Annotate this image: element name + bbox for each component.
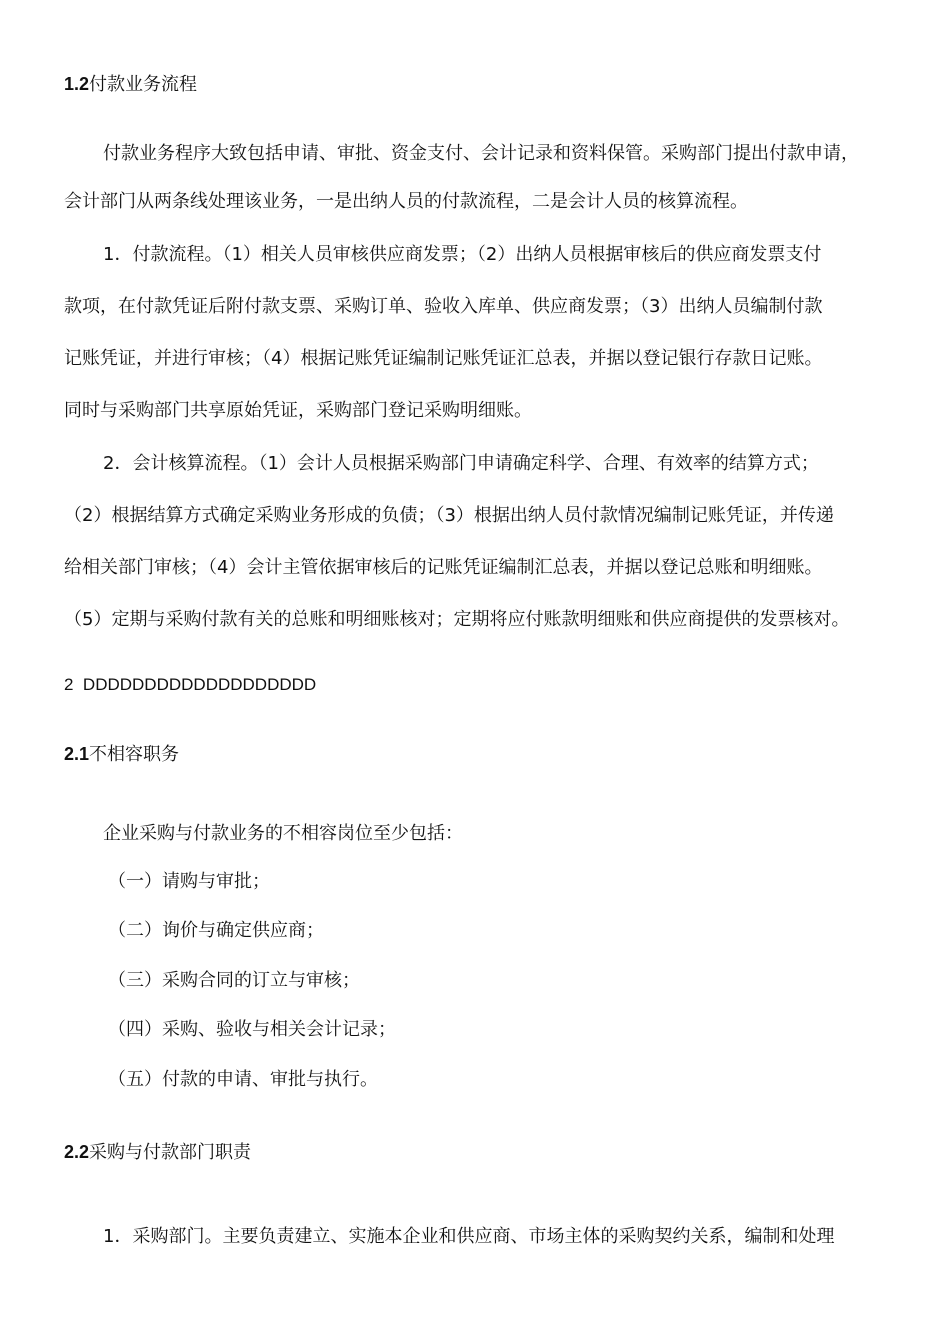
paragraph-line: 记账凭证，并进行审核；（4）根据记账凭证编制记账凭证汇总表，并据以登记银行存款日记账。: [64, 348, 823, 369]
section-title: 付款业务流程: [89, 74, 198, 95]
section-number: 2.2: [64, 1142, 90, 1162]
list-item: （三）采购合同的订立与审核；: [108, 970, 360, 991]
list-item: （五）付款的申请、审批与执行。: [108, 1069, 378, 1090]
section-number: 2: [64, 675, 74, 694]
section-title: 不相容职务: [89, 744, 180, 765]
section-number: 2.1: [64, 744, 90, 764]
section-heading-2: [64, 673, 316, 697]
list-item: （一）请购与审批；: [108, 871, 270, 892]
paragraph-line: （5）定期与采购付款有关的总账和明细账核对；定期将应付账款明细账和供应商提供的发票核对。: [64, 609, 850, 630]
paragraph-line: 给相关部门审核；（4）会计主管依据审核后的记账凭证编制汇总表，并据以登记总账和明细账。: [64, 557, 823, 578]
paragraph-line: 2．会计核算流程。（1）会计人员根据采购部门申请确定科学、合理、有效率的结算方式；: [103, 453, 819, 474]
section-heading-2-2: [64, 1140, 251, 1165]
paragraph-line: 1．采购部门。主要负责建立、实施本企业和供应商、市场主体的采购契约关系，编制和处理: [103, 1226, 835, 1247]
paragraph-line: 会计部门从两条线处理该业务，一是出纳人员的付款流程，二是会计人员的核算流程。: [64, 191, 748, 212]
section-title: DDDDDDDDDDDDDDDDDDD: [82, 675, 317, 694]
paragraph-line: 1．付款流程。（1）相关人员审核供应商发票；（2）出纳人员根据审核后的供应商发票支付: [103, 244, 822, 265]
paragraph-line: 同时与采购部门共享原始凭证，采购部门登记采购明细账。: [64, 400, 532, 421]
section-number: 1.2: [64, 74, 90, 94]
list-item: （二）询价与确定供应商；: [108, 920, 324, 941]
paragraph-line: （2）根据结算方式确定采购业务形成的负债；（3）根据出纳人员付款情况编制记账凭证，并传递: [64, 505, 834, 526]
section-title: 采购与付款部门职责: [89, 1142, 252, 1163]
section-heading-1-2: [64, 72, 197, 97]
paragraph-line: 款项，在付款凭证后附付款支票、采购订单、验收入库单、供应商发票；（3）出纳人员编制付款: [64, 296, 823, 317]
section-heading-2-1: [64, 742, 179, 767]
list-item: （四）采购、验收与相关会计记录；: [108, 1019, 396, 1040]
paragraph-line: 付款业务程序大致包括申请、审批、资金支付、会计记录和资料保管。采购部门提出付款申请，: [103, 143, 859, 164]
paragraph-line: 企业采购与付款业务的不相容岗位至少包括：: [103, 823, 463, 844]
